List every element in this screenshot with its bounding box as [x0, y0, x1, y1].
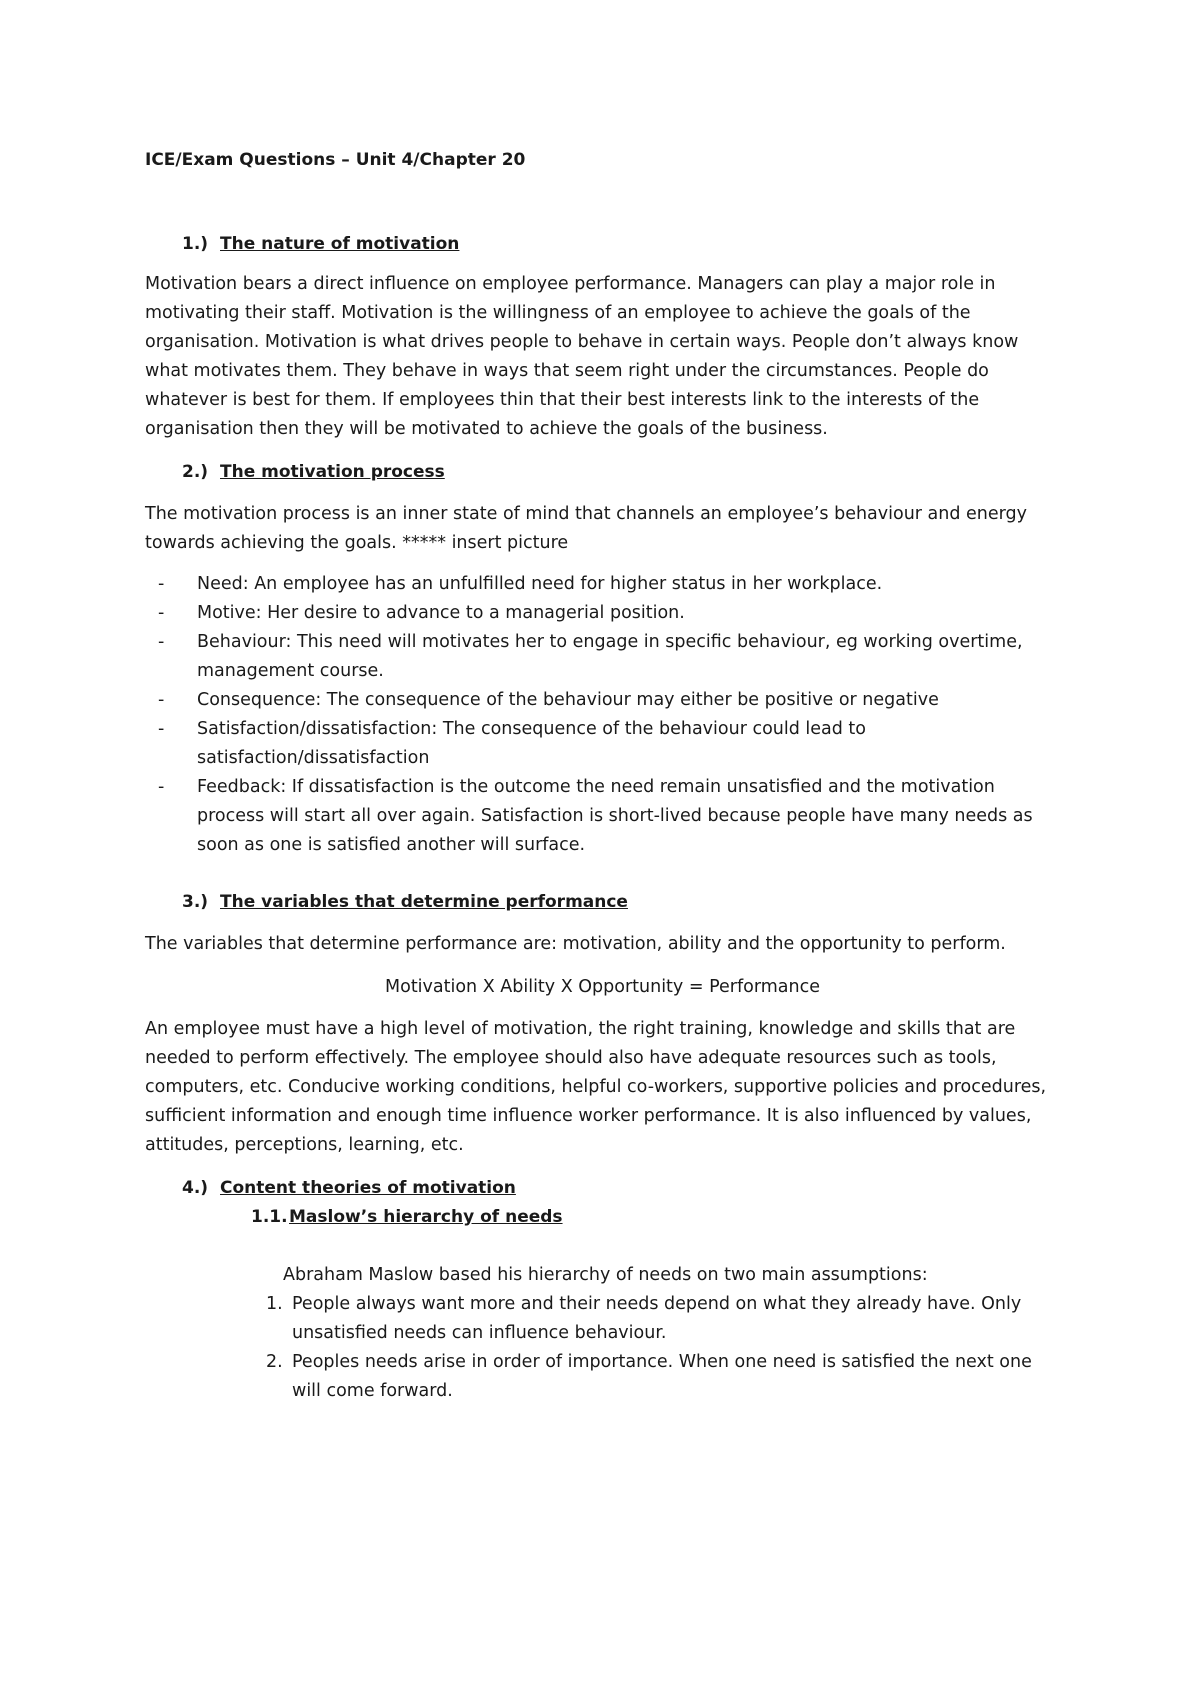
subsection-title: Maslow’s hierarchy of needs: [289, 1207, 563, 1227]
maslow-assumptions-list: [145, 1290, 1060, 1406]
section-number: 1.): [182, 234, 209, 254]
list-item: 2. Peoples needs arise in order of importance. When one need is satisfied the next one will come forward.: [266, 1352, 1032, 1401]
section-number: 3.): [182, 892, 209, 912]
list-item: 1. People always want more and their needs depend on what they already have. Only unsatisfied needs can influence behaviour.: [266, 1294, 1022, 1343]
list-item: - Behaviour: This need will motivates her to engage in specific behaviour, eg working overtime, management course.: [158, 632, 1023, 681]
motivation-process-list: [145, 570, 1060, 860]
section-heading-3: [145, 888, 1060, 917]
list-item: - Motive: Her desire to advance to a managerial position.: [158, 603, 685, 623]
section-number: 2.): [182, 462, 209, 482]
list-item: - Consequence: The consequence of the behaviour may either be positive or negative: [158, 690, 939, 710]
section-3-paragraph: The variables that determine performance are: motivation, ability and the opportunity to perform.: [145, 934, 1006, 954]
section-1-paragraph: Motivation bears a direct influence on employee performance. Managers can play a major role in motivating their staff. Motivation is the willingness of an employee to achieve the goals of the organisation. Motivation is what drives people to behave in certain ways. People don’t always know what motivates them. They behave in ways that seem right under the circumstances. People do whatever is best for them. If employees thin that their best interests link to the interests of the organisation then they will be motivated to achieve the goals of the business.: [145, 274, 1019, 439]
performance-formula: Motivation X Ability X Opportunity = Performance: [385, 977, 820, 997]
section-heading-1: [145, 230, 1060, 259]
section-3-paragraph-2: An employee must have a high level of motivation, the right training, knowledge and skills that are needed to perform effectively. The employee should also have adequate resources such as tools, computers, etc. Conducive working conditions, helpful co-workers, supportive policies and procedures, sufficient information and enough time influence worker performance. It is also influenced by values, attitudes, perceptions, learning, etc.: [145, 1019, 1047, 1155]
section-title: The motivation process: [220, 462, 445, 482]
section-title: The nature of motivation: [220, 234, 460, 254]
list-item: - Need: An employee has an unfulfilled need for higher status in her workplace.: [158, 574, 883, 594]
section-heading-2: [145, 458, 1060, 487]
section-title: Content theories of motivation: [220, 1178, 516, 1198]
document-title: ICE/Exam Questions – Unit 4/Chapter 20: [145, 150, 526, 170]
subsection-number: 1.1.: [251, 1207, 288, 1227]
maslow-intro: Abraham Maslow based his hierarchy of needs on two main assumptions:: [283, 1265, 928, 1285]
section-2-paragraph: The motivation process is an inner state of mind that channels an employee’s behaviour and energy towards achieving the goals. ***** insert picture: [145, 504, 1028, 553]
section-number: 4.): [182, 1178, 209, 1198]
list-item: - Feedback: If dissatisfaction is the outcome the need remain unsatisfied and the motivation process will start all over again. Satisfaction is short-lived because people have many needs as soon as one is satisfied another will surface.: [158, 777, 1033, 855]
subsection-heading: [145, 1203, 1060, 1232]
list-item: - Satisfaction/dissatisfaction: The consequence of the behaviour could lead to satisfaction/dissatisfaction: [158, 719, 866, 768]
section-title: The variables that determine performance: [220, 892, 628, 912]
document-body: [145, 146, 1060, 1406]
section-heading-4: [145, 1174, 1060, 1203]
